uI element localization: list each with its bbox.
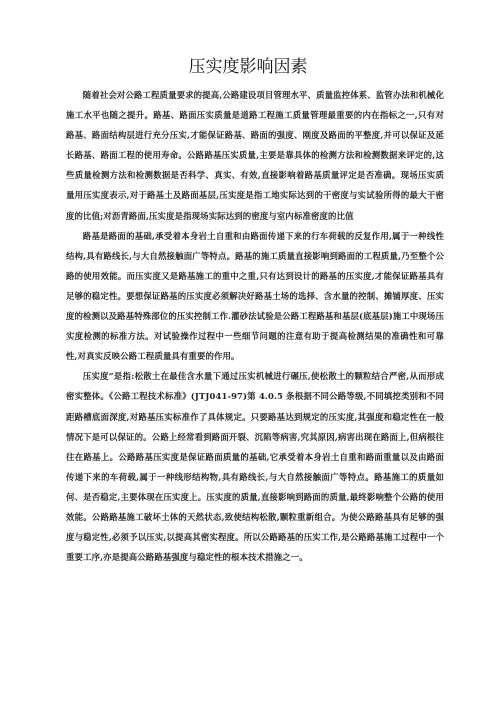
document-body (66, 85, 444, 567)
paragraph-subgrade: 路基是路面的基础,承受着本身岩土自重和由路面传递下来的行车荷载的反复作用,属于一种线性结构,具有路线长,与大自然接触面广等特点。路基的施工质量直接影响到路面的工程质量,乃至整个公路的使用效能。而压实度又是路基施工的重中之重,只有达到设计的路基的压实度,才能保证路基具有足够的稳定性。要想保证路基的压实度必须解决好路基土场的选择、含水量的控制、摊铺厚度、压实度的检测以及路基特殊部位的压实控制工作.灌砂法试验是公路工程路基和基层(底基层)施工中现场压实度检测的标准方法。对试验操作过程中一些细节问题的注意有助于提高检测结果的准确性和可靠性,对真实反映公路工程质量具有重要的作用。 (66, 230, 444, 362)
paragraph-compaction-definition: 压实度”是指:松散土在最佳含水量下通过压实机械进行碾压,使松散土的颗粒结合严密,从而形成密实整体。《公路工程技术标准》(JTJ041-97)第 4.0.5 条根据不同公路等级,不同填挖类别和不同距路槽底面深度,对路基压实标准作了具体规定。只要路基达到规定的压实度,其强度和稳定性在一般情况下是可以保证的。公路上经常看到路面开裂、沉陷等病害,究其原因,病害出现在路面上,但病根往往在路基上。公路路基压实度是保证路面质量的基础,它承受着本身岩土自重和路面重量以及由路面传递下来的车荷载,属于一种线形结构物,具有路线长,与大自然接触面广等特点。路基施工的质量如何、是否稳定,主要体现在压实度上。压实度的质量,直接影响到路面的质量,最终影响整个公路的使用效能。公路路基施工破坏土体的天然状态,致使结构松散,颗粒重新组合。为使公路路基具有足够的强度与稳定性,必须予以压实,以提高其密实程度。所以公路路基的压实工作,是公路路基施工过程中一个重要工序,亦是提高公路路基强度与稳定性的根本技术措施之一。 (66, 371, 444, 563)
paragraph-intro: 随着社会对公路工程质量要求的提高,公路建设项目管理水平、质量监控体系、监管办法和机械化施工水平也随之提升。路基、路面压实质量是道路工程施工质量管理最重要的内在指标之一,只有对路基、路面结构层进行充分压实,才能保证路基、路面的强度、刚度及路面的平整度,并可以保证及延长路基、路面工程的使用寿命。公路路基压实质量,主要是靠具体的检测方法和检测数据来评定的,这些质量检测方法和检测数据是否科学、真实、有效,直接影响着路基质量评定是否准确。现场压实质量用压实度表示,对于路基土及路面基层,压实度是指工地实际达到的干密度与实试验所得的最大干密度的比值;对沥青路面,压实度是指现场实际达到的密度与室内标准密度的比值 (66, 90, 444, 221)
document-title: 压实度影响因素 (188, 57, 308, 77)
